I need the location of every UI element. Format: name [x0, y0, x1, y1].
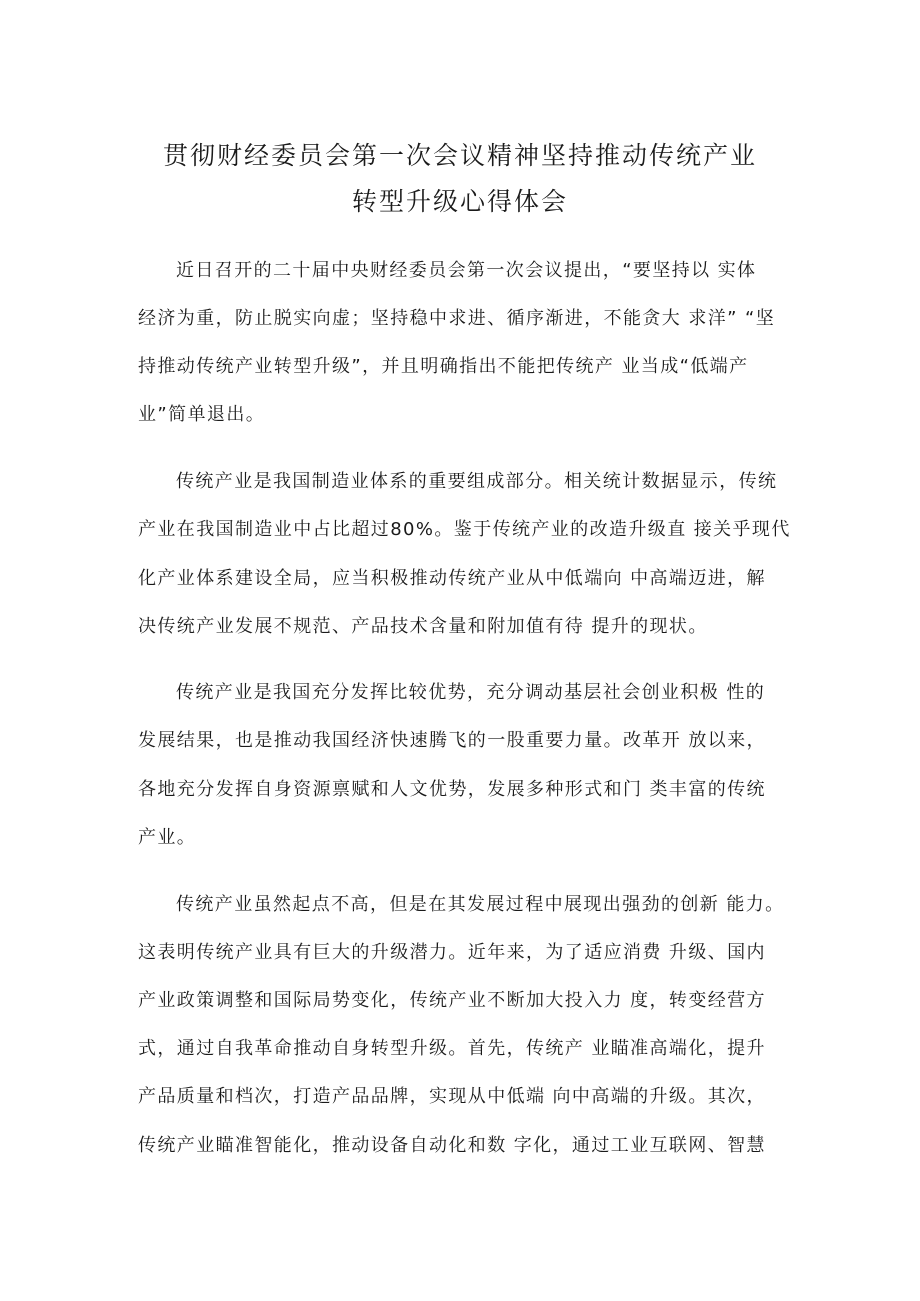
paragraph-4-line-2: 这表明传统产业具有巨大的升级潜力。近年来，为了适应消费 升级、国内	[138, 942, 766, 963]
paragraph-2-line-1: 传统产业是我国制造业体系的重要组成部分。相关统计数据显示，传统	[176, 471, 778, 492]
paragraph-3-line-2: 发展结果，也是推动我国经济快速腾飞的一股重要力量。改革开 放以来，	[138, 730, 766, 751]
paragraph-4-line-5: 产品质量和档次，打造产品品牌，实现从中低端 向中高端的升级。其次，	[138, 1086, 766, 1107]
paragraph-4-line-4: 式，通过自我革命推动自身转型升级。首先，传统产 业瞄准高端化，提升	[138, 1038, 766, 1059]
document-title-line-2: 转型升级心得体会	[351, 187, 568, 216]
document-title-line-1: 贯彻财经委员会第一次会议精神坚持推动传统产业	[162, 141, 757, 170]
paragraph-3-line-1: 传统产业是我国充分发挥比较优势，充分调动基层社会创业积极 性的	[176, 682, 766, 703]
paragraph-1-line-1: 近日召开的二十届中央财经委员会第一次会议提出，“要坚持以 实体	[176, 260, 757, 281]
paragraph-4-line-6: 传统产业瞄准智能化，推动设备自动化和数 字化，通过工业互联网、智慧	[138, 1135, 766, 1156]
paragraph-3-line-3: 各地充分发挥自身资源禀赋和人文优势，发展多种形式和门 类丰富的传统	[138, 779, 766, 800]
paragraph-2-line-3: 化产业体系建设全局，应当积极推动传统产业从中低端向 中高端迈进，解	[138, 568, 766, 589]
paragraph-3-line-4: 产业。	[138, 827, 197, 848]
paragraph-1-line-4: 业”简单退出。	[138, 404, 266, 425]
paragraph-1-line-3: 持推动传统产业转型升级”，并且明确指出不能把传统产 业当成“低端产	[138, 356, 749, 377]
paragraph-2-line-4: 决传统产业发展不规范、产品技术含量和附加值有待 提升的现状。	[138, 616, 708, 637]
paragraph-1-line-2: 经济为重，防止脱实向虚；坚持稳中求进、循序渐进，不能贪大 求洋” “坚	[138, 308, 776, 329]
paragraph-4-line-1: 传统产业虽然起点不高，但是在其发展过程中展现出强劲的创新 能力。	[176, 894, 785, 915]
paragraph-4-line-3: 产业政策调整和国际局势变化，传统产业不断加大投入力 度，转变经营方	[138, 990, 766, 1011]
paragraph-2-line-2: 产业在我国制造业中占比超过80%。鉴于传统产业的改造升级直 接关乎现代	[138, 519, 791, 540]
